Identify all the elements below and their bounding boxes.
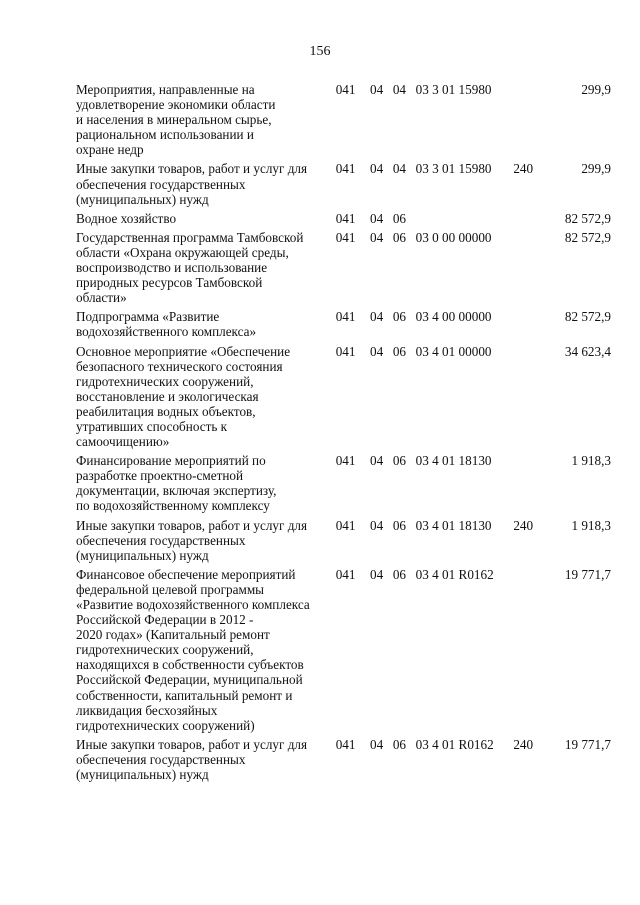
- item-name-line: разработке проектно-сметной: [76, 468, 244, 484]
- item-name-line: (муниципальных) нужд: [76, 767, 209, 783]
- item-name-line: обеспечения государственных: [76, 751, 246, 767]
- item-name-line: федеральной целевой программы: [76, 581, 265, 597]
- amount-cell: 19 771,7: [564, 736, 611, 752]
- ved-code-cell: 041: [335, 229, 356, 245]
- subsection-code-cell: 06: [392, 343, 407, 359]
- item-name-line: Финансовое обеспечение мероприятий: [76, 566, 296, 582]
- item-name-line: обеспечения государственных: [76, 532, 246, 548]
- target-article-cell: 03 4 00 00000: [415, 309, 492, 325]
- ved-code-cell: 041: [335, 309, 356, 325]
- table-row: [76, 230, 611, 309]
- amount-cell: 34 623,4: [564, 343, 611, 359]
- expense-type-cell: 240: [513, 517, 534, 533]
- item-name-line: области»: [76, 290, 127, 306]
- target-article-cell: [416, 211, 514, 230]
- item-name-line: природных ресурсов Тамбовской: [76, 275, 263, 291]
- target-article-cell: 03 4 01 18130: [415, 517, 492, 533]
- section-code-cell: 04: [369, 82, 384, 97]
- table-row: [76, 737, 611, 786]
- target-article-cell: 03 4 01 R0162: [415, 566, 494, 582]
- expense-type-cell: 240: [513, 161, 534, 177]
- section-code-cell: 04: [369, 161, 384, 177]
- item-name-line: Мероприятия, направленные на: [76, 82, 255, 97]
- item-name-line: Иные закупки товаров, работ и услуг для: [76, 161, 308, 177]
- section-code-cell: 04: [369, 210, 384, 226]
- item-name-cell: [76, 518, 336, 567]
- amount-cell: 82 572,9: [564, 229, 611, 245]
- amount-cell: 299,9: [581, 82, 611, 97]
- item-name-cell: [76, 567, 336, 737]
- section-code-cell: 04: [369, 736, 384, 752]
- section-code-cell: 04: [369, 229, 384, 245]
- item-name-line: и населения в минеральном сырье,: [76, 112, 272, 128]
- item-name-line: самоочищению»: [76, 434, 170, 450]
- item-name-line: Государственная программа Тамбовской: [76, 229, 304, 245]
- item-name-line: 2020 годах» (Капитальный ремонт: [76, 627, 270, 643]
- ved-code-cell: 041: [335, 161, 356, 177]
- expense-type-cell: 240: [513, 736, 534, 752]
- item-name-line: по водохозяйственному комплексу: [76, 498, 270, 514]
- item-name-cell: [76, 161, 336, 210]
- table-row: [76, 453, 611, 517]
- section-code-cell: 04: [369, 309, 384, 325]
- item-name-line: безопасного технического состояния: [76, 358, 283, 374]
- item-name-line: обеспечения государственных: [76, 176, 246, 192]
- section-code-cell: 04: [369, 517, 384, 533]
- item-name-cell: [76, 344, 336, 454]
- item-name-line: охране недр: [76, 142, 144, 158]
- ved-code-cell: 041: [335, 453, 356, 469]
- ved-code-cell: 041: [335, 343, 356, 359]
- item-name-line: Финансирование мероприятий по: [76, 453, 266, 469]
- item-name-cell: [76, 82, 336, 161]
- item-name-cell: [76, 211, 336, 230]
- item-name-line: гидротехнических сооружений,: [76, 642, 254, 658]
- item-name-line: реабилитация водных объектов,: [76, 403, 256, 419]
- item-name-line: удовлетворение экономики области: [76, 97, 276, 113]
- ved-code-cell: 041: [335, 517, 356, 533]
- expense-type-cell: [513, 309, 544, 343]
- item-name-line: Иные закупки товаров, работ и услуг для: [76, 517, 308, 533]
- expense-type-cell: [513, 567, 544, 737]
- item-name-line: Российской Федерации в 2012 -: [76, 612, 254, 628]
- item-name-line: гидротехнических сооружений): [76, 717, 255, 733]
- subsection-code-cell: 06: [392, 566, 407, 582]
- item-name-line: документации, включая экспертизу,: [76, 483, 277, 499]
- amount-cell: 82 572,9: [564, 210, 611, 226]
- budget-table: [76, 82, 611, 786]
- table-row: [76, 161, 611, 210]
- item-name-line: утративших способность к: [76, 418, 228, 434]
- item-name-line: собственности, капитальный ремонт и: [76, 687, 293, 703]
- target-article-cell: 03 0 00 00000: [415, 229, 492, 245]
- item-name-line: «Развитие водохозяйственного комплекса: [76, 597, 310, 612]
- item-name-cell: [76, 453, 336, 517]
- item-name-line: (муниципальных) нужд: [76, 191, 209, 207]
- amount-cell: 82 572,9: [564, 309, 611, 325]
- item-name-line: водохозяйственного комплекса»: [76, 324, 257, 340]
- amount-cell: 1 918,3: [571, 453, 611, 469]
- target-article-cell: 03 3 01 15980: [415, 82, 492, 97]
- section-code-cell: 04: [369, 453, 384, 469]
- item-name-line: ликвидация бесхозяйных: [76, 702, 218, 718]
- ved-code-cell: 041: [335, 566, 356, 582]
- amount-cell: 19 771,7: [564, 566, 611, 582]
- amount-cell: 299,9: [581, 161, 611, 177]
- item-name-line: находящихся в собственности субъектов: [76, 657, 304, 673]
- section-code-cell: 04: [369, 343, 384, 359]
- item-name-line: Российской Федерации, муниципальной: [76, 672, 303, 688]
- target-article-cell: 03 4 01 18130: [415, 453, 492, 469]
- expense-type-cell: [513, 230, 544, 309]
- item-name-line: Водное хозяйство: [76, 210, 177, 226]
- expense-type-cell: [513, 344, 544, 454]
- subsection-code-cell: 04: [392, 82, 407, 97]
- item-name-line: гидротехнических сооружений,: [76, 373, 254, 389]
- item-name-line: (муниципальных) нужд: [76, 547, 209, 563]
- table-row: [76, 211, 611, 230]
- target-article-cell: 03 3 01 15980: [415, 161, 492, 177]
- subsection-code-cell: 06: [392, 229, 407, 245]
- table-body: [76, 82, 611, 786]
- target-article-cell: 03 4 01 00000: [415, 343, 492, 359]
- item-name-cell: [76, 737, 336, 786]
- item-name-cell: [76, 309, 336, 343]
- page-number: 156: [309, 44, 331, 59]
- expense-type-cell: [513, 453, 544, 517]
- target-article-cell: 03 4 01 R0162: [415, 736, 494, 752]
- item-name-line: Основное мероприятие «Обеспечение: [76, 343, 291, 359]
- item-name-cell: [76, 230, 336, 309]
- ved-code-cell: 041: [335, 82, 356, 97]
- table-row: [76, 309, 611, 343]
- expense-type-cell: [513, 82, 544, 161]
- item-name-line: области «Охрана окружающей среды,: [76, 244, 289, 260]
- item-name-line: Подпрограмма «Развитие: [76, 309, 220, 325]
- table-row: [76, 567, 611, 737]
- subsection-code-cell: 06: [392, 736, 407, 752]
- table-row: [76, 344, 611, 454]
- subsection-code-cell: 06: [392, 517, 407, 533]
- expense-type-cell: [513, 211, 544, 230]
- subsection-code-cell: 06: [392, 210, 407, 226]
- item-name-line: восстановление и экологическая: [76, 388, 259, 404]
- subsection-code-cell: 06: [392, 453, 407, 469]
- amount-cell: 1 918,3: [571, 517, 611, 533]
- subsection-code-cell: 06: [392, 309, 407, 325]
- table-row: [76, 82, 611, 161]
- item-name-line: рациональном использовании и: [76, 127, 254, 143]
- section-code-cell: 04: [369, 566, 384, 582]
- item-name-line: воспроизводство и использование: [76, 260, 268, 276]
- item-name-line: Иные закупки товаров, работ и услуг для: [76, 736, 308, 752]
- ved-code-cell: 041: [335, 210, 356, 226]
- subsection-code-cell: 04: [392, 161, 407, 177]
- ved-code-cell: 041: [335, 736, 356, 752]
- table-row: [76, 518, 611, 567]
